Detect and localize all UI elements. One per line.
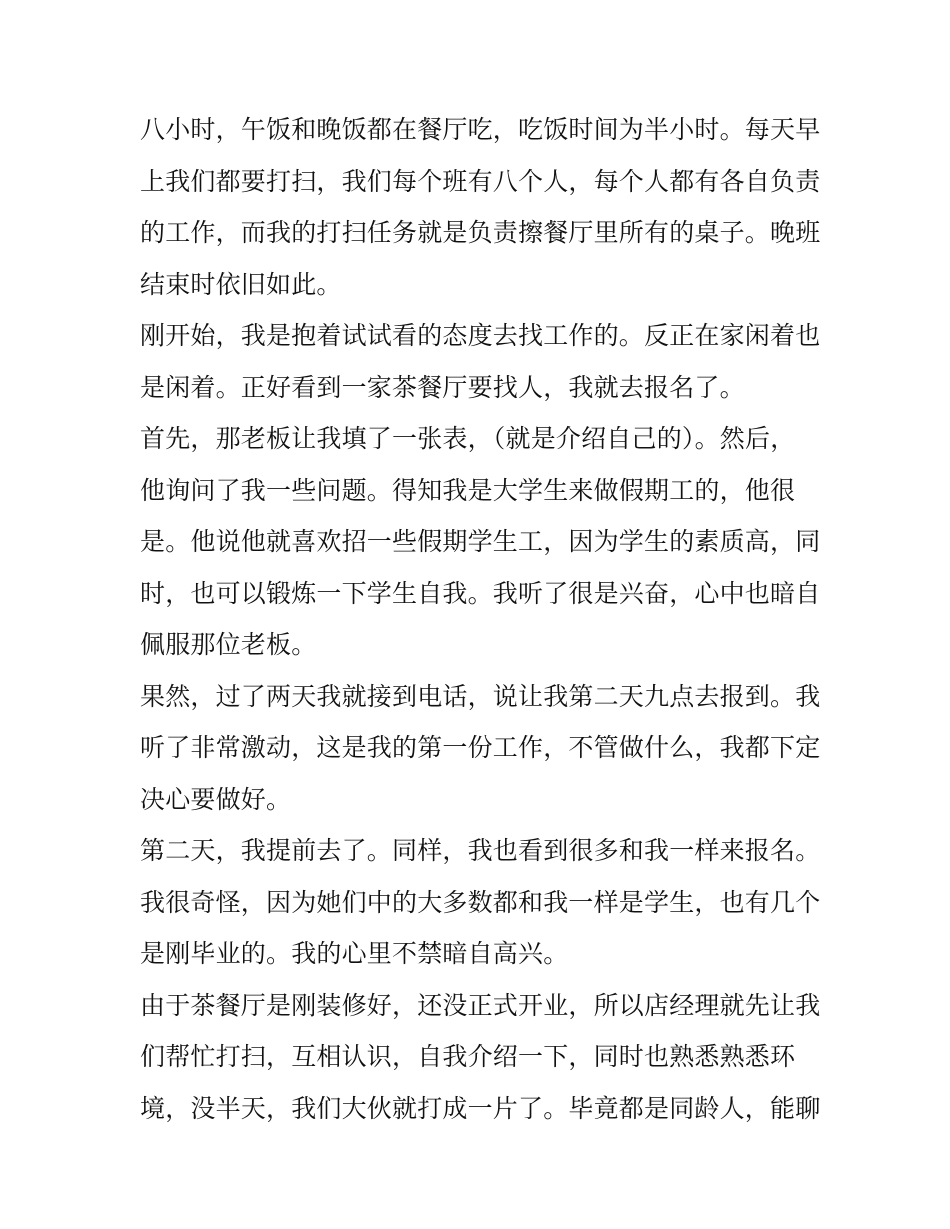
text-line-4: 结束时依旧如此。 — [140, 269, 342, 299]
text-line-2: 上我们都要打扫，我们每个班有八个人，每个人都有各自负责 — [140, 166, 821, 196]
text-line-19: 们帮忙打扫，互相认识，自我介绍一下，同时也熟悉熟悉环 — [140, 1042, 796, 1071]
text-line-18: 由于茶餐厅是刚装修好，还没正式开业，所以店经理就先让我 — [140, 990, 821, 1020]
text-line-17: 是刚毕业的。我的心里不禁暗自高兴。 — [140, 939, 569, 968]
text-line-14: 决心要做好。 — [140, 784, 292, 814]
text-line-8: 他询问了我一些问题。得知我是大学生来做假期工的，他很 — [140, 475, 796, 505]
text-line-9: 是。他说他就喜欢招一些假期学生工，因为学生的素质高，同 — [140, 527, 821, 556]
text-line-10: 时，也可以锻炼一下学生自我。我听了很是兴奋，心中也暗自 — [140, 578, 821, 608]
text-line-1: 八小时，午饭和晚饭都在餐厅吃，吃饭时间为半小时。每天早 — [140, 115, 821, 144]
text-line-15: 第二天，我提前去了。同样，我也看到很多和我一样来报名。 — [140, 836, 821, 865]
text-line-11: 佩服那位老板。 — [140, 630, 317, 659]
text-line-6: 是闲着。正好看到一家茶餐厅要找人，我就去报名了。 — [140, 372, 745, 402]
text-line-7: 首先，那老板让我填了一张表，（就是介绍自己的）。然后， — [140, 424, 796, 453]
text-line-3: 的工作，而我的打扫任务就是负责擦餐厅里所有的桌子。晚班 — [140, 218, 821, 247]
text-line-5: 刚开始，我是抱着试试看的态度去找工作的。反正在家闲着也 — [140, 321, 821, 350]
text-line-12: 果然，过了两天我就接到电话，说让我第二天九点去报到。我 — [140, 681, 821, 711]
text-line-13: 听了非常激动，这是我的第一份工作，不管做什么，我都下定 — [140, 733, 821, 762]
text-line-20: 境，没半天，我们大伙就打成一片了。毕竟都是同龄人，能聊 — [140, 1093, 821, 1123]
text-line-16: 我很奇怪，因为她们中的大多数都和我一样是学生，也有几个 — [140, 887, 821, 917]
body-text — [140, 104, 820, 1134]
